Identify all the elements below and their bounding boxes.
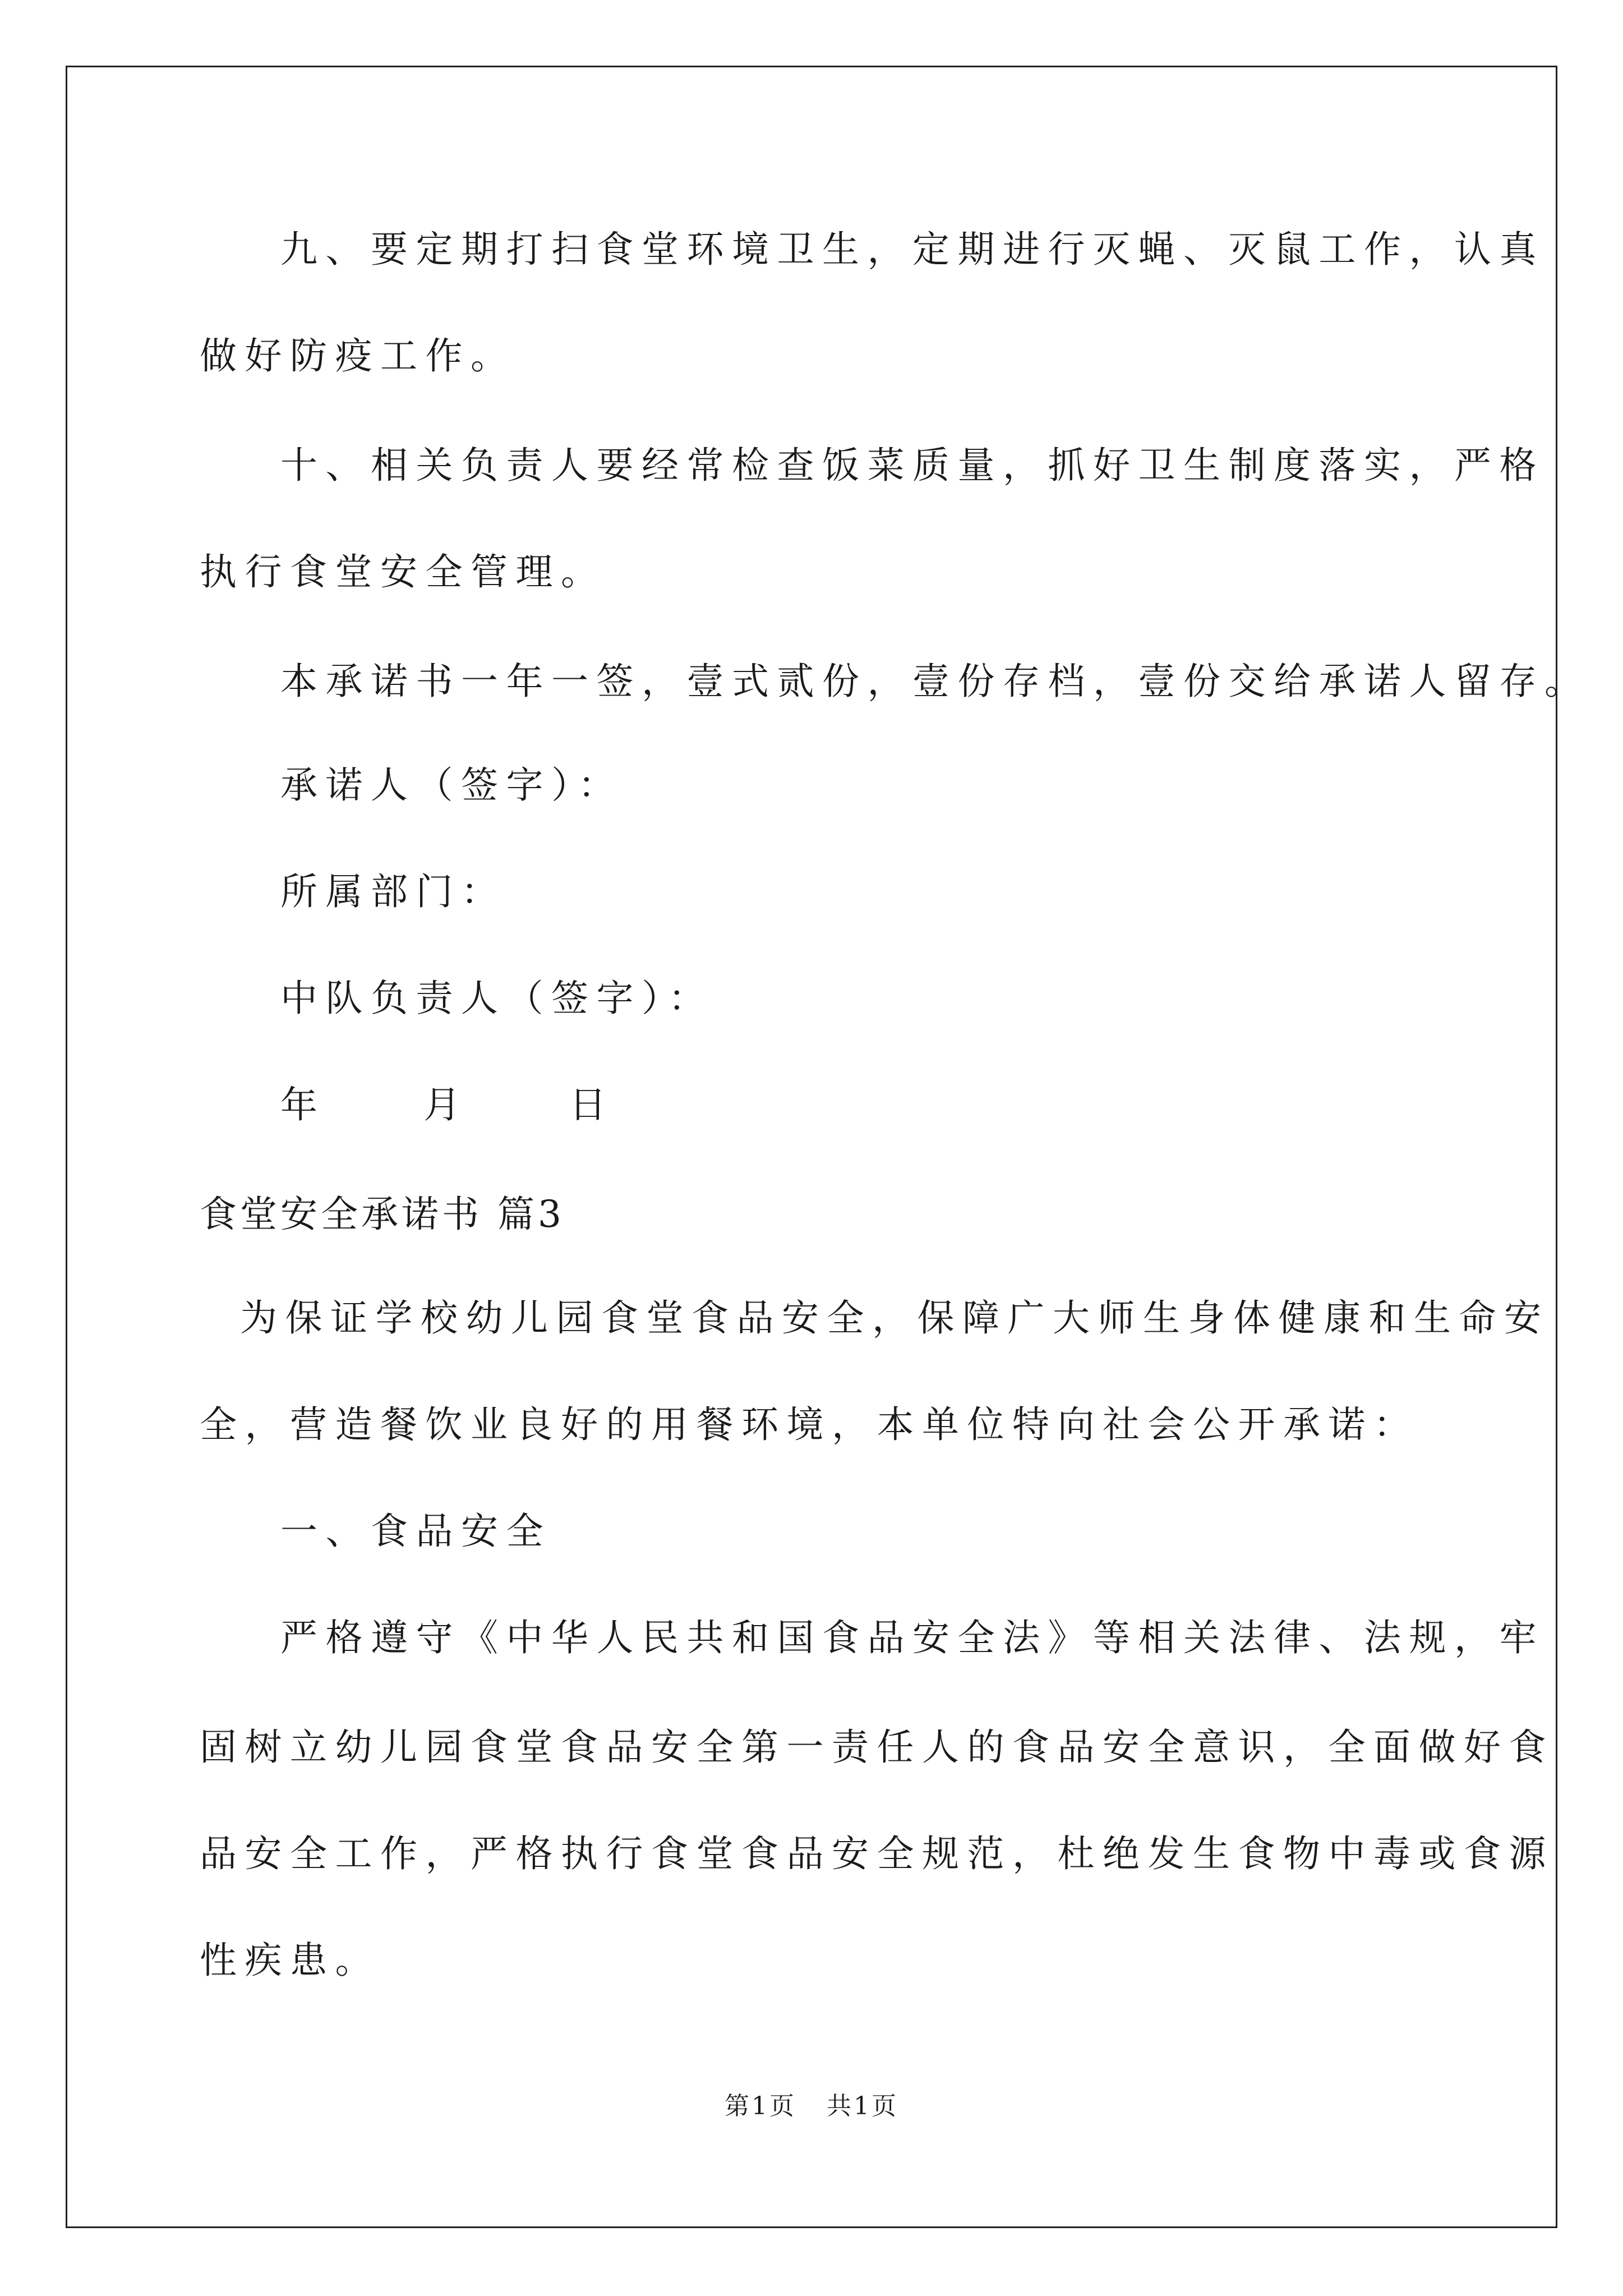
section-heading: 食堂安全承诺书 篇3 (200, 1193, 565, 1236)
date-day-label: 日 (569, 1083, 615, 1126)
paragraph-food-safety-3: 品安全工作，严格执行食堂食品安全规范，杜绝发生食物中毒或食源 (200, 1832, 1554, 1875)
paragraph-item-10: 十、相关负责人要经常检查饭菜质量，抓好卫生制度落实，严格 (280, 444, 1544, 487)
paragraph-intro-cont: 全，营造餐饮业良好的用餐环境，本单位特向社会公开承诺： (200, 1403, 1419, 1446)
department-label: 所属部门： (280, 870, 506, 913)
paragraph-item-9: 九、要定期打扫食堂环境卫生，定期进行灭蝇、灭鼠工作，认真 (280, 228, 1544, 271)
paragraph-copies: 本承诺书一年一签，壹式贰份，壹份存档，壹份交给承诺人留存。 (280, 660, 1590, 703)
squad-leader-signature-label: 中队负责人（签字）： (280, 977, 713, 1020)
paragraph-item-10-cont: 执行食堂安全管理。 (200, 550, 606, 593)
page-footer: 第1页 共1页 (725, 2092, 898, 2120)
paragraph-intro: 为保证学校幼儿园食堂食品安全，保障广大师生身体健康和生命安 (240, 1296, 1550, 1340)
subheading-food-safety: 一、食品安全 (280, 1510, 551, 1553)
promisor-signature-label: 承诺人（签字）： (280, 763, 623, 807)
paragraph-item-9-cont: 做好防疫工作。 (200, 334, 516, 378)
page-border (66, 66, 1557, 2228)
paragraph-food-safety-1: 严格遵守《中华人民共和国食品安全法》等相关法律、法规，牢 (280, 1616, 1544, 1659)
paragraph-food-safety-2: 固树立幼儿园食堂食品安全第一责任人的食品安全意识，全面做好食 (200, 1726, 1554, 1769)
paragraph-food-safety-4: 性疾患。 (200, 1939, 380, 1982)
date-month-label: 月 (423, 1083, 469, 1126)
date-year-label: 年 (280, 1083, 326, 1126)
